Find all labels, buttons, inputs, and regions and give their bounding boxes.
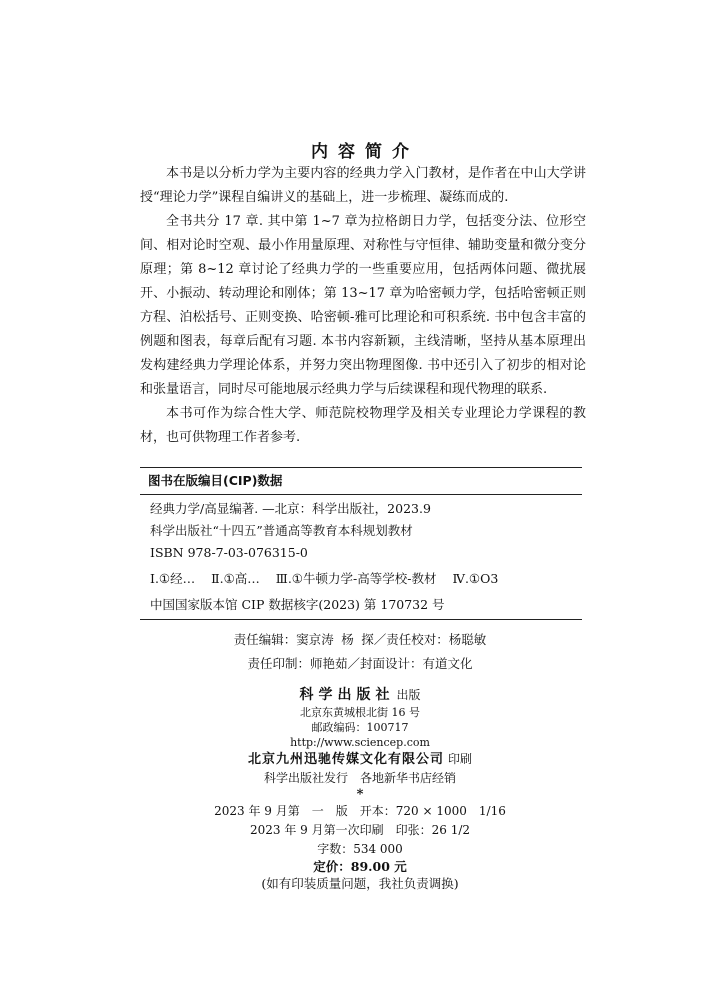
editor-line-2: 责任印制：师艳茹／封面设计：有道文化 — [247, 656, 473, 671]
cip-bottom-rule — [140, 619, 582, 620]
price: 定价：89.00 元 — [313, 859, 407, 874]
distribution-line — [0, 769, 720, 788]
distribution-publisher: 科学出版社发行 — [263, 771, 348, 785]
cip-book-line: 经典力学/高显编著. —北京：科学出版社，2023.9 — [150, 501, 431, 516]
summary-title: 内容简介 — [311, 142, 419, 162]
printing-line — [0, 821, 720, 840]
word-count: 字数：534 000 — [317, 842, 403, 856]
cip-data-block — [140, 467, 582, 620]
edition-date: 2023 年 9 月第 一 版 — [214, 804, 348, 818]
cip-header: 图书在版编目(CIP)数据 — [148, 473, 283, 488]
editor-line-1: 责任编辑：窦京涛 杨 探／责任校对：杨聪敏 — [233, 632, 487, 647]
distribution-stores: 各地新华书店经销 — [360, 771, 457, 785]
printer-line — [0, 750, 720, 769]
quality-notice: (如有印装质量问题，我社负责调换) — [261, 876, 459, 891]
cip-series-line: 科学出版社“十四五”普通高等教育本科规划教材 — [150, 523, 413, 538]
cip-class-1: Ⅰ.①经… — [150, 571, 196, 586]
cip-class-2: Ⅱ.①高… — [211, 571, 260, 586]
publisher-logo-text: 科学出版社 — [299, 687, 395, 703]
cip-class-4: Ⅳ.①O3 — [452, 571, 499, 586]
cip-classification — [150, 568, 582, 590]
format-size: 开本：720 × 1000 1/16 — [359, 804, 506, 818]
publisher-website: http://www.sciencep.com — [290, 736, 430, 749]
publisher-name-line — [0, 686, 720, 705]
editor-credits — [0, 628, 720, 676]
cip-class-3: Ⅲ.①牛顿力学-高等学校-教材 — [275, 571, 437, 586]
publisher-address: 北京东黄城根北街 16 号 — [300, 706, 420, 719]
cip-body — [140, 495, 582, 619]
cip-isbn: ISBN 978-7-03-076315-0 — [150, 545, 308, 560]
printing-date: 2023 年 9 月第一次印刷 — [249, 823, 384, 837]
printed-sheets: 印张：26 1/2 — [395, 823, 471, 837]
summary-paragraph-3: 本书可作为综合性大学、师范院校物理学及相关专业理论力学课程的教材，也可供物理工作者参考. — [140, 406, 586, 445]
summary-text — [140, 162, 586, 450]
printer-name: 北京九州迅驰传媒文化有限公司 — [247, 752, 444, 767]
separator-star: * — [356, 787, 364, 802]
printer-suffix: 印刷 — [448, 752, 473, 766]
cip-number: 中国国家版本馆 CIP 数据核字(2023) 第 170732 号 — [150, 597, 445, 612]
publisher-block — [0, 686, 720, 893]
publisher-postcode: 邮政编码：100717 — [311, 721, 409, 734]
summary-paragraph-2: 全书共分 17 章. 其中第 1~7 章为拉格朗日力学，包括变分法、位形空间、相对论时空观、最小作用量原理、对称性与守恒律、辅助变量和微分变分原理；第 8~12 章讨论了经典力学的一些重要应用，包括两体问题、微扰展开、小振动、转动理论和刚体；第 13~17 章为哈密顿力学，包括哈密顿正则方程、泊松括号、正则变换、哈密顿-雅可比理论和可积系统. 书中包含丰富的例题和图表，每章后配有习题. 本书内容新颖，主线清晰，坚持从基本原理出发构建经典力学理论体系，并努力突出物理图像. 书中还引入了初步的相对论和张量语言，同时尽可能地展示经典力学与后续课程和现代物理的联系. — [140, 214, 586, 397]
publisher-suffix: 出版 — [396, 688, 421, 702]
edition-line — [0, 802, 720, 821]
summary-paragraph-1: 本书是以分析力学为主要内容的经典力学入门教材，是作者在中山大学讲授“理论力学”课程自编讲义的基础上，进一步梳理、凝练而成的. — [140, 166, 586, 205]
